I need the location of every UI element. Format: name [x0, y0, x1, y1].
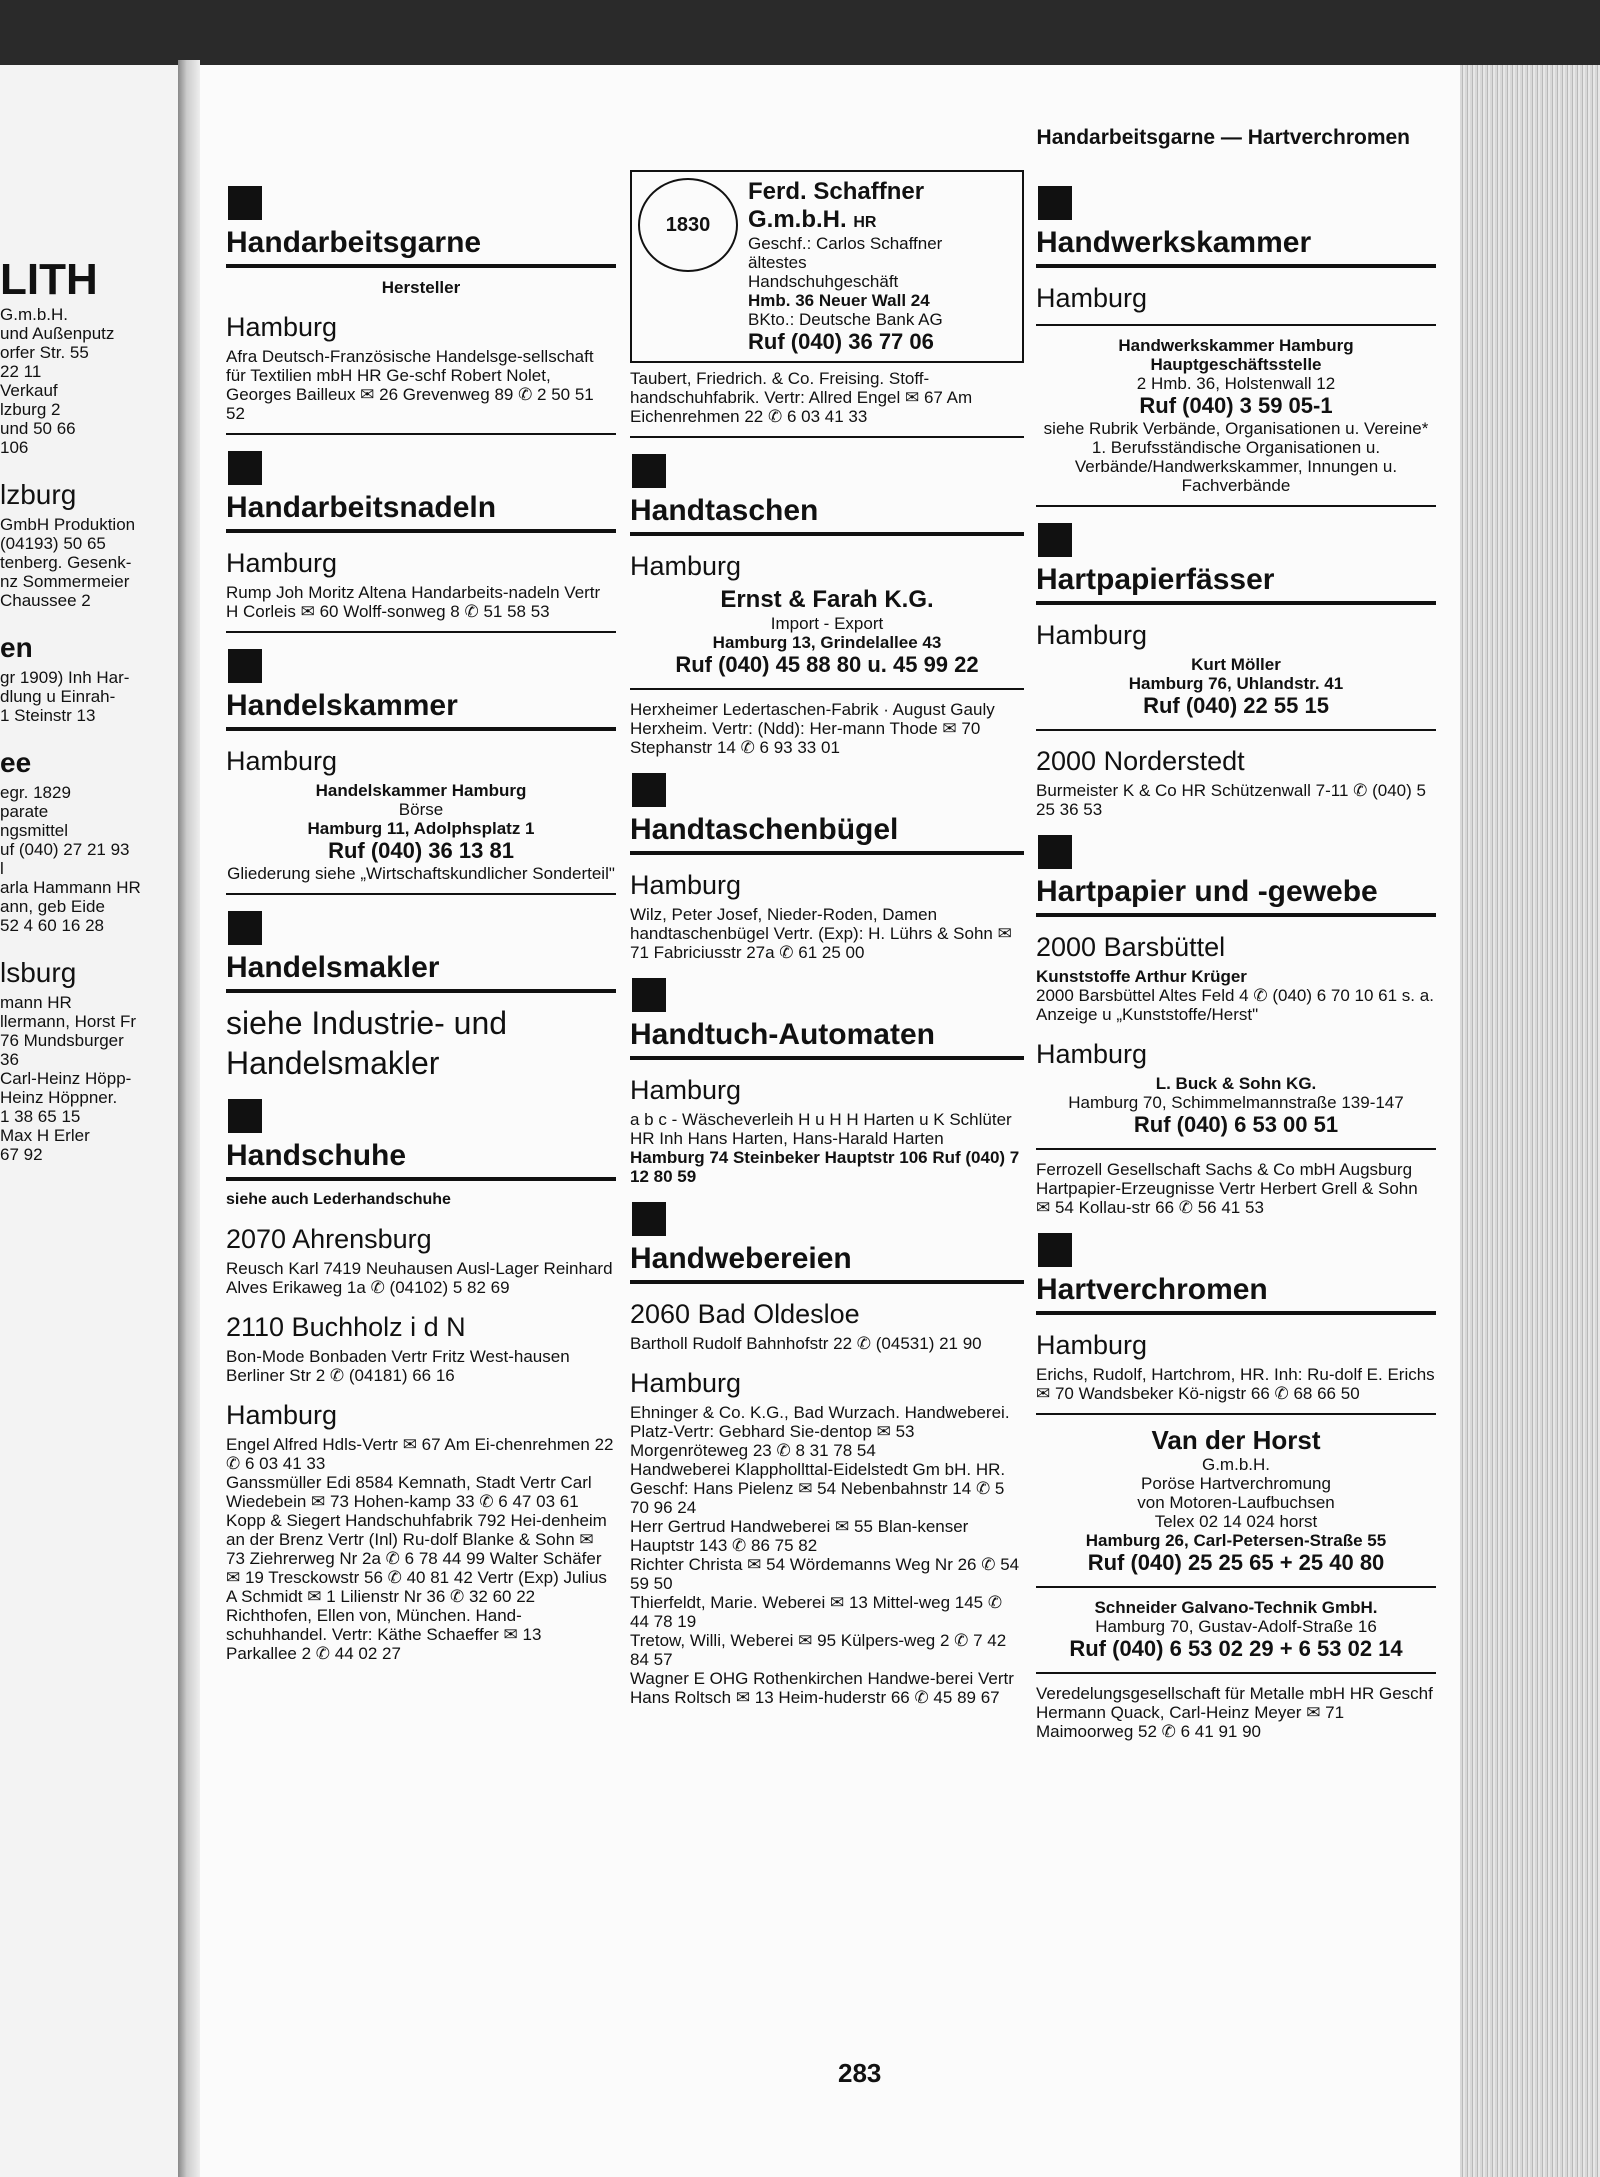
left-page-line: und 50 66 [0, 419, 76, 438]
listing-phone: Ruf (040) 45 88 80 u. 45 99 22 [675, 652, 979, 677]
left-page-line: 76 Mundsburger [0, 1031, 124, 1050]
left-page-line: (04193) 50 65 [0, 534, 106, 553]
left-page-line: 1 Steinstr 13 [0, 706, 96, 725]
divider [226, 631, 616, 633]
divider [630, 688, 1024, 690]
left-page-line: dlung u Einrah- [0, 687, 116, 706]
heading-handarbeitsnadeln: Handarbeitsnadeln [226, 491, 616, 533]
section-marker [632, 1202, 666, 1236]
schaffner-ad [630, 170, 1024, 363]
divider [1036, 1413, 1436, 1415]
listing-entry: Rump Joh Moritz Altena Handarbeits-nadeln Vertr H Corleis ✉ 60 Wolff-sonweg 8 ✆ 51 58 53 [226, 583, 601, 621]
listing-line: von Motoren-Laufbuchsen [1137, 1493, 1335, 1512]
ad-line: BKto.: Deutsche Bank AG [748, 310, 943, 329]
divider [1036, 1586, 1436, 1588]
city-label: Hamburg [1036, 283, 1148, 313]
left-page-line: orfer Str. 55 [0, 343, 89, 362]
listing-entry: Tretow, Willi, Weberei ✉ 95 Külpers-weg 2 ✆ 7 42 84 57 [630, 1631, 1007, 1669]
section-marker [632, 454, 666, 488]
heading-handelsmakler: Handelsmakler [226, 951, 616, 993]
listing-address: Hamburg 76, Uhlandstr. 41 [1128, 674, 1344, 693]
left-page-line: und Außenputz [0, 324, 115, 343]
heading-handtaschenbuegel: Handtaschenbügel [630, 813, 1024, 855]
divider [1036, 324, 1436, 326]
city-label: Hamburg [226, 746, 338, 776]
divider [1036, 1148, 1436, 1150]
heading-hartpapier-und-gewebe: Hartpapier und -gewebe [1036, 875, 1436, 917]
left-page-line: mann HR [0, 993, 72, 1012]
listing-name: L. Buck & Sohn KG. [1155, 1074, 1317, 1093]
left-page-line: 22 11 [0, 362, 42, 381]
ad-line: Handschuhgeschäft [748, 272, 899, 291]
divider [630, 436, 1024, 438]
heading-handschuhe: Handschuhe [226, 1139, 616, 1181]
city-label: Hamburg [630, 1075, 742, 1105]
left-logo: LITH [0, 255, 98, 304]
listing-entry: Afra Deutsch-Französische Handelsge-sellschaft für Textilien mbH HR Ge-schf Robert Nolet, Georges Bailleux ✉ 26 Grevenweg 89 ✆ 2 50 51 52 [226, 347, 594, 423]
listing-name: Handelskammer Hamburg [315, 781, 527, 800]
listing-line: Import - Export [770, 614, 884, 633]
city-label: Hamburg [226, 1400, 338, 1430]
listing-address: Hamburg 13, Grindelallee 43 [712, 633, 942, 652]
listing-address: 2 Hmb. 36, Holstenwall 12 [1136, 374, 1336, 393]
city-label: Hamburg [630, 1368, 742, 1398]
listing-entry: Erichs, Rudolf, Hartchrom, HR. Inh: Ru-dolf E. Erichs ✉ 70 Wandsbeker Kö-nigstr 66 ✆ 68 66 50 [1036, 1365, 1435, 1403]
column-3 [1036, 170, 1436, 1741]
listing-phone: Ruf (040) 25 25 65 + 25 40 80 [1087, 1550, 1385, 1575]
see-also: siehe auch Lederhandschuhe [226, 1191, 451, 1208]
column-2 [630, 170, 1024, 1707]
divider [1036, 729, 1436, 731]
listing-entry: Thierfeldt, Marie. Weberei ✉ 13 Mittel-weg 145 ✆ 44 78 19 [630, 1593, 1003, 1631]
listing-entry: Handweberei Klapphollttal-Eidelstedt Gm bH. HR. Geschf: Hans Pielenz ✉ 54 Nebenbahnstr 14 ✆ 5 70 96 24 [630, 1460, 1006, 1517]
city-label: Hamburg [630, 870, 742, 900]
section-marker [1038, 186, 1072, 220]
listing-address: Hamburg 70, Gustav-Adolf-Straße 16 [1095, 1617, 1377, 1636]
listing-entry: Bartholl Rudolf Bahnhofstr 22 ✆ (04531) 21 90 [630, 1334, 982, 1353]
left-page-line: GmbH Produktion [0, 515, 136, 534]
heading-hartverchromen: Hartverchromen [1036, 1273, 1436, 1315]
listing-entry: Kopp & Siegert Handschuhfabrik 792 Hei-denheim an der Brenz Vertr (Inl) Ru-dolf Blanke & Sohn ✉ 73 Ziehrerweg Nr 2a ✆ 6 78 44 99 Walter Schäfer ✉ 19 Tresckowstr 56 ✆ 40 81 42 Vertr (Exp) Julius A Schmidt ✉ 1 Lilienstr Nr 36 ✆ 32 60 22 [226, 1511, 607, 1606]
subheading: Hersteller [381, 278, 461, 297]
listing-address: Hamburg 26, Carl-Petersen-Straße 55 [1085, 1531, 1387, 1550]
city-label: 2000 Barsbüttel [1036, 932, 1226, 962]
listing-name: Kunststoffe Arthur Krüger [1036, 967, 1247, 986]
listing-line: Poröse Hartverchromung [1141, 1474, 1331, 1493]
listing-phone: Ruf (040) 36 13 81 [328, 838, 514, 863]
city-label: Hamburg [630, 551, 742, 581]
heading-handwebereien: Handwebereien [630, 1242, 1024, 1284]
display-listing [1036, 336, 1436, 495]
ad-line: ältestes [748, 253, 807, 272]
left-page-line: en [0, 632, 33, 663]
listing-entry: Taubert, Friedrich. & Co. Freising. Stoff-handschuhfabrik. Vertr: Allred Engel ✉ 67 Am Eichenrehmen 22 ✆ 6 03 41 33 [630, 369, 973, 426]
listing-address: Hamburg 11, Adolphsplatz 1 [307, 819, 535, 838]
left-page-line: Heinz Höppner. [0, 1088, 118, 1107]
page-edges [1460, 65, 1600, 2177]
left-page-line: 36 [0, 1050, 19, 1069]
heading-handelskammer: Handelskammer [226, 689, 616, 731]
scan-top-border [0, 0, 1600, 65]
listing-entry: a b c - Wäscheverleih H u H H Harten u K Schlüter HR Inh Hans Harten, Hans-Harald Harten [630, 1110, 1012, 1148]
section-marker [228, 911, 262, 945]
listing-phone: Ruf (040) 6 53 02 29 + 6 53 02 14 [1069, 1636, 1403, 1661]
display-listing [1036, 655, 1436, 719]
left-page-line: ann, geb Eide [0, 897, 105, 916]
listing-entry-bold: Hamburg 74 Steinbeker Hauptstr 106 Ruf (040) 7 12 80 59 [630, 1148, 1020, 1186]
ad-line: Geschf.: Carlos Schaffner [748, 234, 943, 253]
heading-hartpapierfaesser: Hartpapierfässer [1036, 563, 1436, 605]
listing-name: Van der Horst [1151, 1425, 1321, 1455]
listing-entry: Wilz, Peter Josef, Nieder-Roden, Damen handtaschenbügel Vertr. (Exp): H. Lührs & Sohn ✉ 71 Fabriciusstr 27a ✆ 61 25 00 [630, 905, 1012, 962]
listing-entry: Ganssmüller Edi 8584 Kemnath, Stadt Vertr Carl Wiedebein ✉ 73 Hohen-kamp 33 ✆ 6 47 03 61 [226, 1473, 592, 1511]
city-label: Hamburg [1036, 1330, 1148, 1360]
city-label: Hamburg [226, 312, 338, 342]
section-marker [228, 186, 262, 220]
left-page-line: Carl-Heinz Höpp- [0, 1069, 132, 1088]
listing-entry: Ferrozell Gesellschaft Sachs & Co mbH Augsburg Hartpapier-Erzeugnisse Vertr Herbert Grell & Sohn ✉ 54 Kollau-str 66 ✆ 56 41 53 [1036, 1160, 1418, 1217]
section-marker [228, 1099, 262, 1133]
listing-entry: Wagner E OHG Rothenkirchen Handwe-berei Vertr Hans Roltsch ✉ 13 Heim-huderstr 66 ✆ 45 89 67 [630, 1669, 1014, 1707]
heading-handtuch-automaten: Handtuch-Automaten [630, 1018, 1024, 1060]
listing-name: Ernst & Farah K.G. [720, 586, 934, 613]
listing-line: G.m.b.H. [1201, 1455, 1270, 1474]
listing-phone: Ruf (040) 22 55 15 [1143, 693, 1329, 718]
ad-phone: Ruf (040) 36 77 06 [748, 329, 934, 354]
left-page-line: ee [0, 747, 32, 778]
left-page-line: 1 38 65 15 [0, 1107, 81, 1126]
left-page-line: Chaussee 2 [0, 591, 91, 610]
ad-line: Hmb. 36 Neuer Wall 24 [748, 291, 930, 310]
heading-handarbeitsgarne: Handarbeitsgarne [226, 226, 616, 268]
section-marker [632, 773, 666, 807]
left-page-line: nz Sommermeier [0, 572, 130, 591]
listing-entry: Veredelungsgesellschaft für Metalle mbH HR Geschf Hermann Quack, Carl-Heinz Meyer ✉ 71 Maimoorweg 52 ✆ 6 41 91 90 [1036, 1684, 1433, 1741]
left-page-line: Verkauf [0, 381, 58, 400]
left-page-line: gr 1909) Inh Har- [0, 668, 130, 687]
listing-entry: Engel Alfred Hdls-Vertr ✉ 67 Am Ei-chenrehmen 22 ✆ 6 03 41 33 [226, 1435, 614, 1473]
listing-entry: Burmeister K & Co HR Schützenwall 7-11 ✆ (040) 5 25 36 53 [1036, 781, 1426, 819]
left-page-line: ngsmittel [0, 821, 69, 840]
left-page-line: egr. 1829 [0, 783, 71, 802]
city-label: Hamburg [1036, 620, 1148, 650]
divider [1036, 1672, 1436, 1674]
page-number: 283 [838, 2058, 882, 2088]
city-label: 2060 Bad Oldesloe [630, 1299, 860, 1329]
divider [226, 433, 616, 435]
display-listing [226, 781, 616, 883]
page-header: Handarbeitsgarne — Hartverchromen [1036, 126, 1410, 149]
heading-handwerkskammer: Handwerkskammer [1036, 226, 1436, 268]
listing-phone: Ruf (040) 6 53 00 51 [1133, 1112, 1339, 1137]
listing-name: Kurt Möller [1191, 655, 1281, 674]
left-page-line: lzburg 2 [0, 400, 61, 419]
laurel-emblem-icon: 1830 [638, 178, 738, 272]
listing-entry: Herxheimer Ledertaschen-Fabrik · August Gauly Herxheim. Vertr: (Ndd): Her-mann Thode ✉ 70 Stephanstr 14 ✆ 6 93 33 01 [630, 700, 995, 757]
city-label: 2110 Buchholz i d N [226, 1312, 466, 1342]
listing-entry: Bon-Mode Bonbaden Vertr Fritz West-hausen Berliner Str 2 ✆ (04181) 66 16 [226, 1347, 570, 1385]
heading-handtaschen: Handtaschen [630, 494, 1024, 536]
left-page-line: Max H Erler [0, 1126, 90, 1145]
listing-note: siehe Rubrik Verbände, Organisationen u. Vereine* 1. Berufsständische Organisationen u. Verbände/Handwerkskammer, Innungen u. Fachverbände [1043, 419, 1429, 495]
left-page-line: l [0, 859, 4, 878]
listing-note: Gliederung siehe „Wirtschaftskundlicher Sonderteil" [227, 864, 615, 883]
listing-line: Hauptgeschäftsstelle [1150, 355, 1322, 374]
schneider-ad [1036, 1598, 1436, 1662]
left-page-line: G.m.b.H. [0, 305, 69, 324]
listing-entry: Herr Gertrud Handweberei ✉ 55 Blan-kenser Hauptstr 143 ✆ 86 75 82 [630, 1517, 969, 1555]
display-listing [630, 586, 1024, 678]
listing-entry: Richter Christa ✉ 54 Wördemanns Weg Nr 26 ✆ 54 59 50 [630, 1555, 1020, 1593]
listing-phone: Ruf (040) 3 59 05-1 [1139, 393, 1333, 418]
left-page-fragment [0, 65, 178, 2177]
section-marker [1038, 835, 1072, 869]
left-page-column [0, 255, 178, 1164]
listing-name: Handwerkskammer Hamburg [1118, 336, 1354, 355]
column-1 [226, 170, 616, 1663]
display-listing [1036, 1074, 1436, 1138]
left-page-line: tenberg. Gesenk- [0, 553, 132, 572]
cross-reference: siehe Industrie- und Handelsmakler [226, 1005, 508, 1081]
section-marker [1038, 523, 1072, 557]
section-marker [228, 451, 262, 485]
left-page-line: lsburg [0, 957, 77, 988]
left-page-line: llermann, Horst Fr [0, 1012, 137, 1031]
section-marker [632, 978, 666, 1012]
city-label: Hamburg [226, 548, 338, 578]
ad-hr: HR [853, 214, 877, 231]
city-label: Hamburg [1036, 1039, 1148, 1069]
left-page-line: lzburg [0, 479, 77, 510]
divider [226, 893, 616, 895]
listing-name: Schneider Galvano-Technik GmbH. [1094, 1598, 1378, 1617]
left-page-line: arla Hammann HR [0, 878, 141, 897]
left-page-line: uf (040) 27 21 93 [0, 840, 130, 859]
section-marker [1038, 1233, 1072, 1267]
ad-name: Ferd. Schaffner G.m.b.H. [748, 178, 925, 233]
left-page-line: 67 92 [0, 1145, 43, 1164]
left-page-line: 52 4 60 16 28 [0, 916, 104, 935]
section-marker [228, 649, 262, 683]
city-label: 2000 Norderstedt [1036, 746, 1245, 776]
listing-entry: Reusch Karl 7419 Neuhausen Ausl-Lager Reinhard Alves Erikaweg 1a ✆ (04102) 5 82 69 [226, 1259, 613, 1297]
listing-entry: Ehninger & Co. K.G., Bad Wurzach. Handweberei. Platz-Vertr: Gebhard Sie-dentop ✉ 53 Morgenröteweg 23 ✆ 8 31 78 54 [630, 1403, 1010, 1460]
left-page-line: parate [0, 802, 49, 821]
left-page-line: 106 [0, 438, 29, 457]
listing-address: Hamburg 70, Schimmelmannstraße 139-147 [1068, 1093, 1404, 1112]
listing-entry: Richthofen, Ellen von, München. Hand-schuhhandel. Vertr: Käthe Schaeffer ✉ 13 Parkallee 2 ✆ 44 02 27 [226, 1606, 542, 1663]
book-binding [178, 60, 200, 2177]
van-der-horst-ad [1036, 1425, 1436, 1576]
listing-entry: 2000 Barsbüttel Altes Feld 4 ✆ (040) 6 70 10 61 s. a. Anzeige u „Kunststoffe/Herst" [1036, 986, 1434, 1024]
divider [1036, 505, 1436, 507]
listing-line: Börse [398, 800, 444, 819]
listing-line: Telex 02 14 024 horst [1154, 1512, 1318, 1531]
city-label: 2070 Ahrensburg [226, 1224, 432, 1254]
